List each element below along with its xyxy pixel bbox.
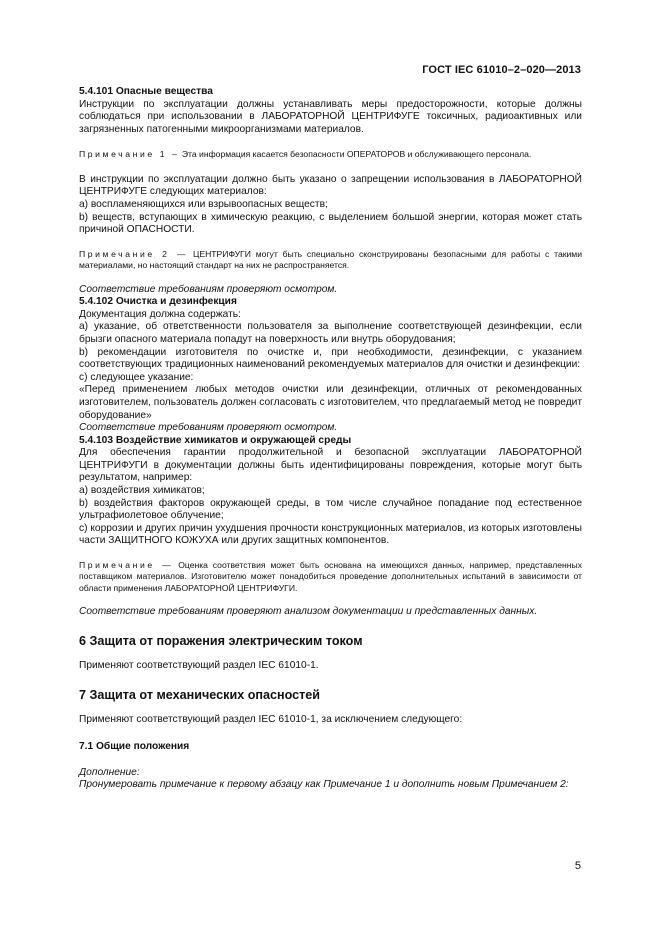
section-6-title: 6 Защита от поражения электрическим током	[79, 633, 363, 648]
paragraph: Для обеспечения гарантии продолжительной и безопасной эксплуатации ЛАБОРАТОРНОЙ ЦЕНТРИФУГИ в документации должны быть идентифицированы повреждения, которые могут быть результатом, например:	[79, 447, 582, 484]
list-item: a) воздействия химикатов;	[79, 485, 205, 497]
note-label: Примечание 2 —	[79, 248, 189, 259]
section-7-1-title: 7.1 Общие положения	[79, 741, 190, 753]
paragraph: Инструкции по эксплуатации должны устанавливать меры предосторожности, которые должны соблюдаться при использовании в ЛАБОРАТОРНОЙ ЦЕНТРИФУГЕ токсичных, радиоактивных или загрязненных патогенными микроорганизмами материалов.	[79, 98, 582, 135]
note-label: Примечание —	[79, 560, 174, 571]
paragraph: Документация должна содержать:	[79, 308, 241, 320]
page-content	[79, 86, 582, 792]
section-5-4-102-title: 5.4.102 Очистка и дезинфекция	[79, 296, 237, 308]
document-code-header: ГОСТ IEC 61010–2–020—2013	[422, 64, 581, 76]
list-item: b) воздействия факторов окружающей среды, в том числе случайное попадание под естественное ультрафиолетовое облучение;	[79, 497, 582, 522]
list-item: c) коррозии и других причин ухудшения прочности конструкционных материалов, из которых изготовлены части ЗАЩИТНОГО КОЖУХА или других защитных компонентов.	[79, 522, 582, 547]
compliance-statement: Соответствие требованиям проверяют анализом документации и представленных данных.	[79, 606, 538, 618]
note-text: Оценка соответствия может быть основана на имеющихся данных, например, представленных поставщиком материалов. Изготовителю может понадобиться проведение дополнительных испытаний в зависимости от области применения ЛАБОРАТОРНОЙ ЦЕНТРИФУГИ.	[79, 560, 583, 593]
compliance-statement: Соответствие требованиям проверяют осмотром.	[79, 283, 338, 295]
note-2	[79, 249, 582, 272]
note-1	[79, 149, 582, 160]
quote: «Перед применением любых методов очистки или дезинфекции, отличных от рекомендованных изготовителем, пользователь должен согласовать с изготовителем, что предлагаемый метод не повредит оборудование»	[79, 384, 582, 421]
paragraph: Применяют соответствующий раздел IEC 61010-1, за исключением следующего:	[79, 714, 463, 726]
instruction: Пронумеровать примечание к первому абзацу как Примечание 1 и дополнить новым Примечанием 2:	[79, 779, 569, 791]
list-item: a) воспламеняющихся или взрывоопасных веществ;	[79, 198, 328, 210]
note-3	[79, 560, 582, 594]
list-item: a) указание, об ответственности пользователя за выполнение соответствующей дезинфекции, если брызги опасного материала попадут на поверхность или внутрь оборудования;	[79, 321, 582, 345]
section-7-title: 7 Защита от механических опасностей	[79, 688, 321, 703]
list-item: c) следующее указание:	[79, 371, 194, 383]
note-text: ЦЕНТРИФУГИ могут быть специально сконструированы безопасными для работы с такими материалами, но настоящий стандарт на них не распространяется.	[79, 248, 582, 271]
note-text: Эта информация касается безопасности ОПЕРАТОРОВ и обслуживающего персонала.	[181, 149, 532, 160]
addition-label: Дополнение:	[79, 766, 140, 778]
paragraph: Применяют соответствующий раздел IEC 61010-1.	[79, 659, 319, 671]
page-number: 5	[574, 860, 581, 872]
section-5-4-101-title: 5.4.101 Опасные вещества	[79, 86, 213, 97]
compliance-statement: Соответствие требованиям проверяют осмотром.	[79, 422, 338, 434]
section-5-4-103-title: 5.4.103 Воздействие химикатов и окружающей среды	[79, 434, 352, 446]
list-item: b) рекомендации изготовителя по очистке и, при необходимости, дезинфекции, с указанием соответствующих традиционных наименований рекомендуемых материалов для очистки и дезинфекции:	[79, 346, 582, 371]
note-label: Примечание 1 –	[79, 149, 180, 160]
list-item: b) веществ, вступающих в химическую реакцию, с выделением большой энергии, которая может стать причиной ОПАСНОСТИ.	[79, 211, 582, 236]
paragraph: В инструкции по эксплуатации должно быть указано о запрещении использования в ЛАБОРАТОРНОЙ ЦЕНТРИФУГЕ следующих материалов:	[79, 173, 582, 198]
